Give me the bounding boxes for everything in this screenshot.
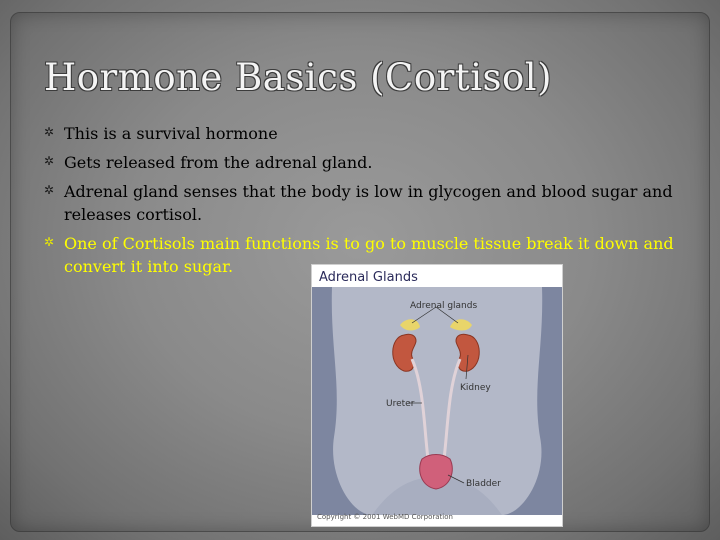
bullet-text: One of Cortisols main functions is to go to muscle tissue break it down and convert it into sugar. xyxy=(64,234,674,276)
adrenal-glands-figure xyxy=(311,264,563,527)
bullet-text: This is a survival hormone xyxy=(64,124,278,143)
bullet-item xyxy=(44,122,694,145)
swirl-bullet-icon: ✲ xyxy=(44,125,55,139)
swirl-bullet-icon: ✲ xyxy=(44,183,55,197)
label-ureter: Ureter xyxy=(386,399,415,409)
bullet-item xyxy=(44,151,694,174)
swirl-bullet-icon: ✲ xyxy=(44,154,55,168)
bullet-list xyxy=(44,122,694,284)
bullet-text: Gets released from the adrenal gland. xyxy=(64,153,373,172)
bullet-text: Adrenal gland senses that the body is low in glycogen and blood sugar and releases cortisol. xyxy=(64,182,673,224)
label-bladder: Bladder xyxy=(466,479,501,489)
figure-copyright: Copyright © 2001 WebMD Corporation xyxy=(317,513,453,521)
swirl-bullet-icon: ✲ xyxy=(44,235,55,249)
slide-title: Hormone Basics (Cortisol) xyxy=(44,56,553,99)
label-adrenal-glands: Adrenal glands xyxy=(410,301,478,311)
anatomy-illustration xyxy=(312,287,562,515)
figure-title: Adrenal Glands xyxy=(319,270,418,285)
label-kidney: Kidney xyxy=(460,383,491,393)
bullet-item xyxy=(44,180,694,226)
